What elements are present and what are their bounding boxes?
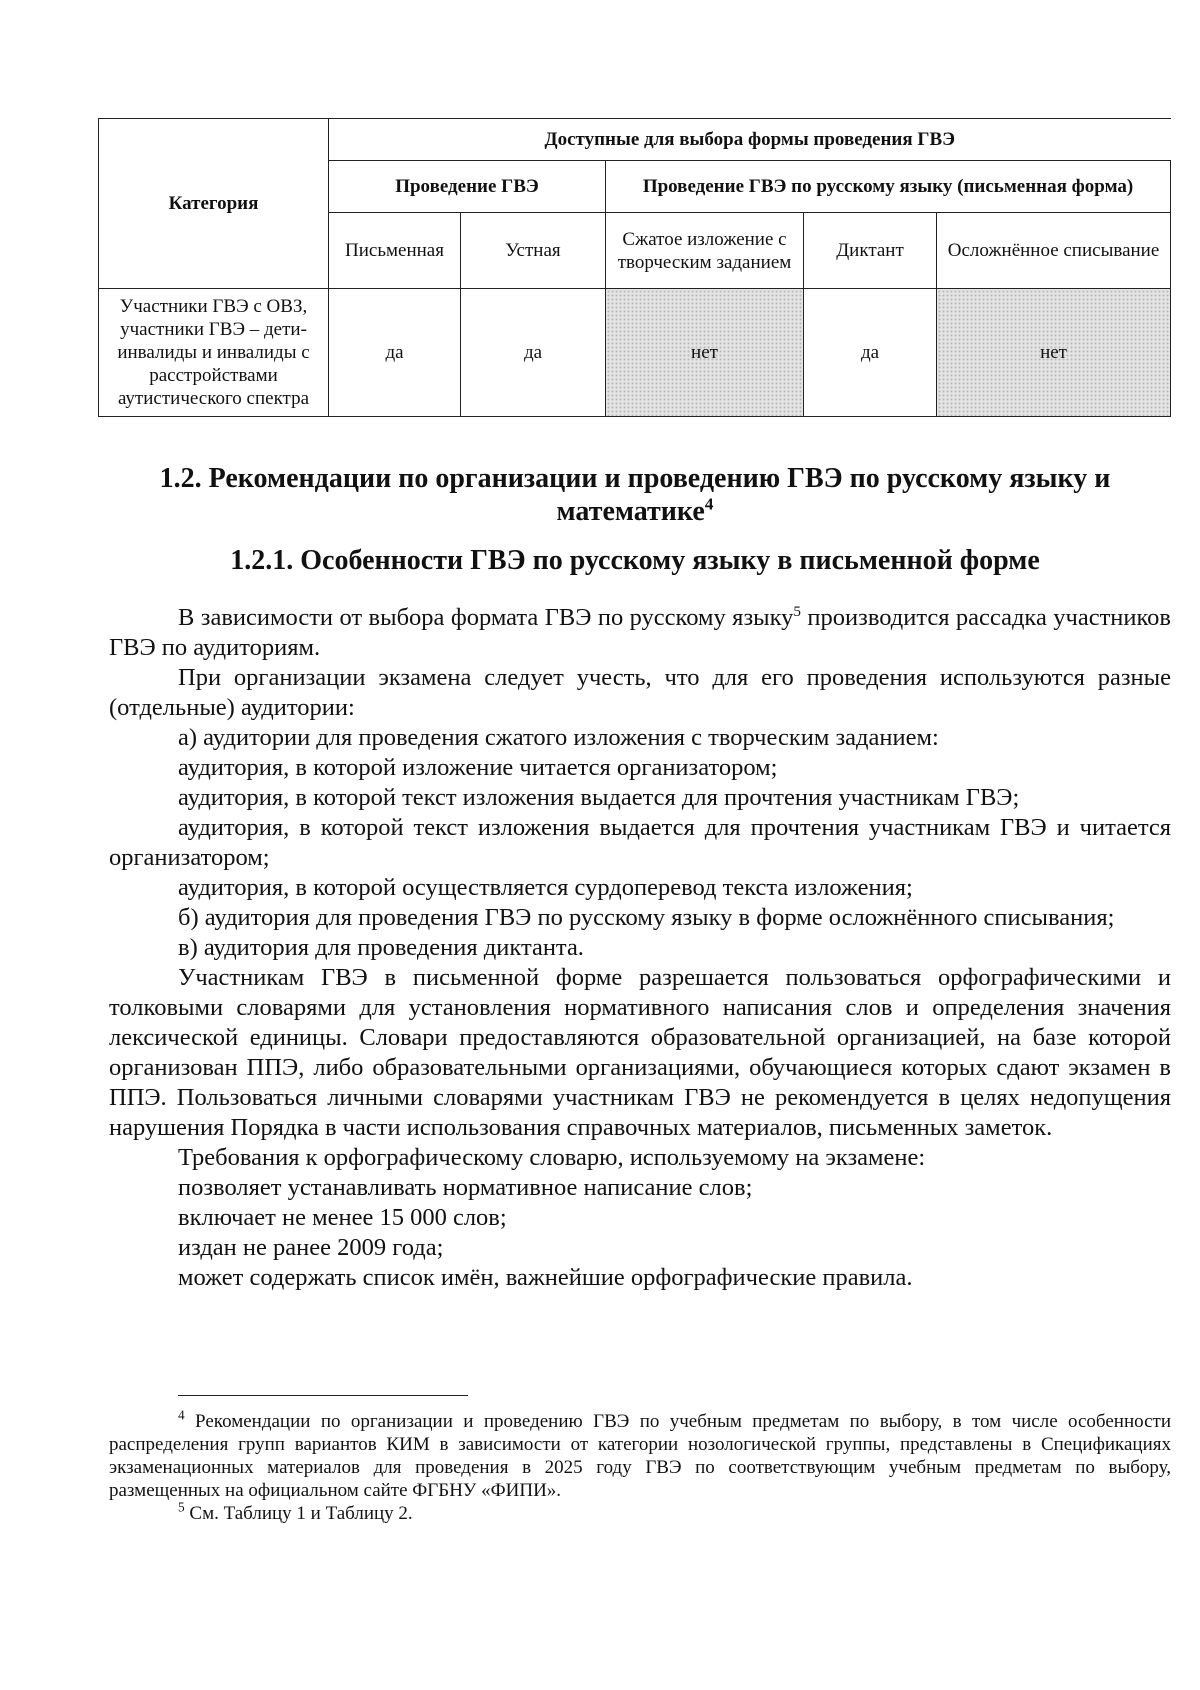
paragraph: аудитория, в которой изложение читается организатором; <box>178 754 778 781</box>
section-title-text: 1.2. Рекомендации по организации и проведению ГВЭ по русскому языку и математике <box>159 463 1111 527</box>
paragraph: включает не менее 15 000 слов; <box>178 1204 507 1231</box>
header-gve: Проведение ГВЭ <box>329 161 606 213</box>
column-header: Осложнённое списывание <box>937 213 1171 289</box>
footnote <box>109 1499 1171 1525</box>
footnotes <box>109 1407 1171 1525</box>
paragraph: аудитория, в которой текст изложения выдается для прочтения участникам ГВЭ и читается организатором; <box>109 814 1171 871</box>
column-header: Сжатое изложение с творческим заданием <box>606 213 804 289</box>
header-russian: Проведение ГВЭ по русскому языку (письменная форма) <box>606 161 1171 213</box>
column-header: Диктант <box>804 213 937 289</box>
header-category: Категория <box>99 119 329 289</box>
table-cell: да <box>804 289 937 417</box>
paragraph: При организации экзамена следует учесть, что для его проведения используются разные (отдельные) аудитории: <box>109 664 1171 721</box>
table-cell: да <box>461 289 606 417</box>
paragraph: Участникам ГВЭ в письменной форме разрешается пользоваться орфографическими и толковыми словарями для установления нормативного написания слов и определения значения лексической единицы. Словари предоставляются образовательной организацией, на базе которой организован ППЭ, либо образовательными организациями, обучающиеся которых сдают экзамен в ППЭ. Пользоваться личными словарями участникам ГВЭ не рекомендуется в целях недопущения нарушения Порядка в части использования справочных материалов, письменных заметок. <box>109 964 1171 1141</box>
paragraph: б) аудитория для проведения ГВЭ по русскому языку в форме осложнённого списывания; <box>178 904 1115 931</box>
footnote-ref: 4 <box>704 494 714 514</box>
table-cell-shaded: нет <box>606 289 804 417</box>
footnote-text: См. Таблицу 1 и Таблицу 2. <box>184 1503 413 1524</box>
column-header: Письменная <box>329 213 461 289</box>
paragraph: Требования к орфографическому словарю, используемому на экзамене: <box>178 1144 926 1171</box>
body-text <box>109 603 1171 1293</box>
row-category: Участники ГВЭ с ОВЗ, участники ГВЭ – дети-инвалиды и инвалиды с расстройствами аутистического спектра <box>99 289 329 417</box>
footnote-mark: 5 <box>178 1499 185 1515</box>
paragraph: аудитория, в которой текст изложения выдается для прочтения участникам ГВЭ; <box>178 784 1020 811</box>
paragraph: аудитория, в которой осуществляется сурдоперевод текста изложения; <box>178 874 913 901</box>
footnote-ref: 5 <box>793 602 801 620</box>
paragraph: а) аудитории для проведения сжатого изложения с творческим заданием: <box>178 724 939 751</box>
paragraph <box>109 603 1171 663</box>
paragraph-text: производится рассадка участников ГВЭ по аудиториям. <box>109 604 1171 661</box>
paragraph: может содержать список имён, важнейшие орфографические правила. <box>178 1264 913 1291</box>
column-header: Устная <box>461 213 606 289</box>
table-cell: да <box>329 289 461 417</box>
footnote-text: Рекомендации по организации и проведению ГВЭ по учебным предметам по выбору, в том числе особенности распределения групп вариантов КИМ в зависимости от категории нозологической группы, представлены в Спецификациях экзаменационных материалов для проведения в 2025 году ГВЭ по соответствующим учебным предметам по выбору, размещенных на официальном сайте ФГБНУ «ФИПИ». <box>109 1411 1171 1501</box>
forms-table <box>98 118 1171 417</box>
section-title <box>100 462 1170 528</box>
footnote-divider <box>178 1395 468 1396</box>
paragraph: в) аудитория для проведения диктанта. <box>178 934 584 961</box>
paragraph: издан не ранее 2009 года; <box>178 1234 444 1261</box>
paragraph-text: В зависимости от выбора формата ГВЭ по русскому языку <box>178 604 794 631</box>
table-cell-shaded: нет <box>937 289 1171 417</box>
header-main: Доступные для выбора формы проведения ГВЭ <box>329 119 1171 161</box>
paragraph: позволяет устанавливать нормативное написание слов; <box>178 1174 753 1201</box>
subsection-title: 1.2.1. Особенности ГВЭ по русскому языку в письменной форме <box>230 545 1040 576</box>
footnote-mark: 4 <box>178 1407 185 1423</box>
footnote <box>109 1407 1171 1502</box>
table-row <box>99 289 1171 417</box>
